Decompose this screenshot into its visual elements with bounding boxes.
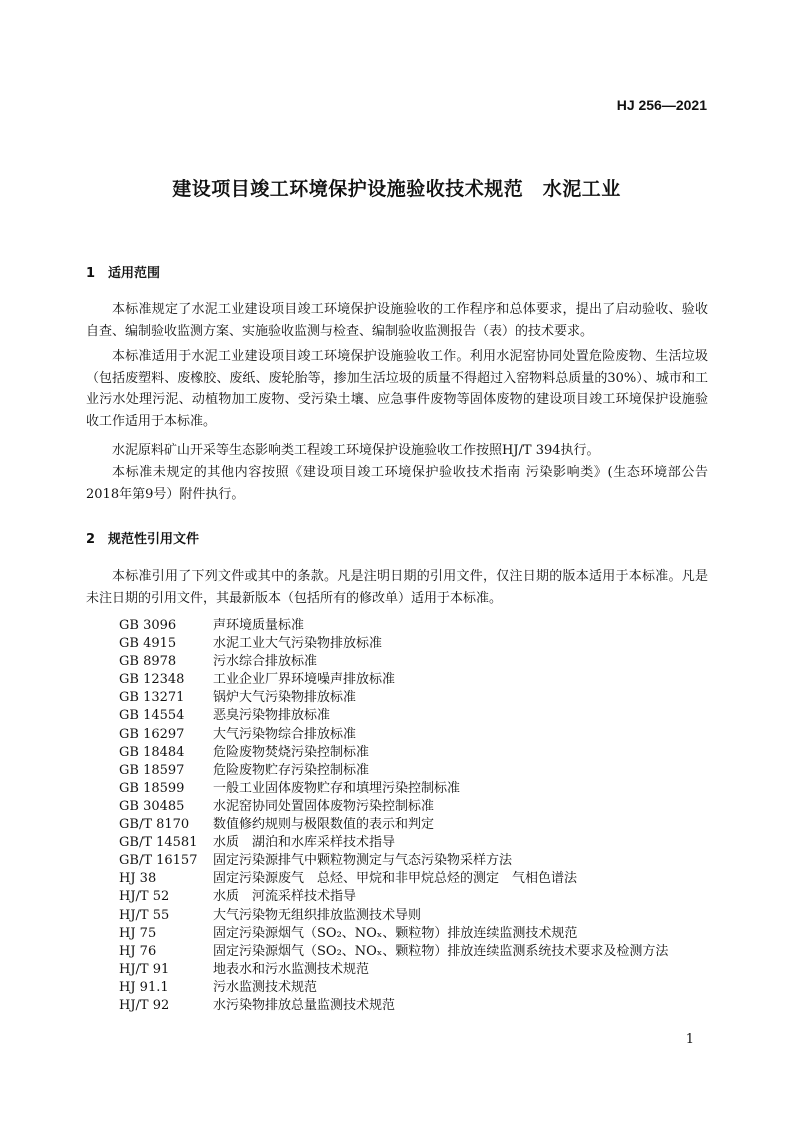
page-number: 1	[685, 1032, 694, 1047]
reference-code: GB 3096	[119, 618, 177, 633]
reference-row	[119, 798, 719, 816]
normative-references-list	[119, 617, 719, 1015]
reference-code: HJ 38	[119, 871, 157, 887]
section-title: 适用范围	[108, 266, 161, 281]
section-number: 2	[86, 532, 96, 547]
reference-code: GB 30485	[119, 798, 185, 814]
reference-code: GB 13271	[119, 690, 185, 706]
reference-row	[119, 816, 719, 834]
reference-title: 固定污染源排气中颗粒物测定与气态污染物采样方法	[213, 853, 513, 869]
reference-row	[119, 979, 719, 997]
reference-row	[119, 707, 719, 725]
section-1-paragraph-1: 本标准规定了水泥工业建设项目竣工环境保护设施验收的工作程序和总体要求，提出了启动验收、验收自查、编制验收监测方案、实施验收监测与检查、编制验收监测报告（表）的技术要求。	[86, 302, 708, 339]
section-1-paragraph-4: 本标准未规定的其他内容按照《建设项目竣工环境保护验收技术指南 污染影响类》(生态环境部公告 2018年第9号）附件执行。	[86, 465, 708, 502]
reference-code: HJ 75	[119, 925, 157, 941]
reference-title: 固定污染源烟气（SO₂、NOₓ、颗粒物）排放连续监测系统技术要求及检测方法	[213, 943, 669, 959]
reference-title: 大气污染物无组织排放监测技术导则	[213, 907, 422, 923]
reference-code: GB/T 14581	[119, 835, 198, 851]
reference-code: HJ/T 55	[119, 907, 170, 923]
reference-code: GB 18599	[119, 780, 185, 796]
reference-code: GB 12348	[119, 672, 185, 688]
reference-row	[119, 744, 719, 762]
reference-title: 地表水和污水监测技术规范	[213, 961, 370, 977]
reference-row	[119, 780, 719, 798]
reference-title: 水泥工业大气污染物排放标准	[213, 636, 383, 652]
reference-title: 污水监测技术规范	[213, 979, 318, 995]
reference-title: 固定污染源烟气（SO₂、NOₓ、颗粒物）排放连续监测技术规范	[213, 925, 578, 941]
reference-row	[119, 635, 719, 653]
reference-code: GB/T 8170	[119, 817, 190, 833]
reference-title: 固定污染源废气 总烃、甲烷和非甲烷总烃的测定 气相色谱法	[213, 871, 578, 887]
reference-title: 工业企业厂界环境噪声排放标准	[213, 672, 396, 688]
reference-title: 声环境质量标准	[213, 618, 305, 633]
reference-code: GB 18597	[119, 762, 185, 778]
reference-code: HJ 76	[119, 943, 157, 959]
reference-title: 锅炉大气污染物排放标准	[213, 690, 357, 706]
reference-title: 水泥窑协同处置固体废物污染控制标准	[213, 798, 435, 814]
reference-code: GB 18484	[119, 744, 185, 760]
reference-row	[119, 997, 719, 1015]
reference-row	[119, 888, 719, 906]
reference-title: 一般工业固体废物贮存和填埋污染控制标准	[213, 780, 461, 796]
reference-row	[119, 870, 719, 888]
reference-title: 恶臭污染物排放标准	[213, 708, 331, 724]
section-1-paragraph-3: 水泥原料矿山开采等生态影响类工程竣工环境保护设施验收工作按照HJ/T 394执行。	[112, 443, 600, 458]
section-1-heading	[86, 262, 160, 281]
reference-code: GB 16297	[119, 726, 185, 742]
reference-row	[119, 834, 719, 852]
reference-row	[119, 925, 719, 943]
reference-title: 水污染物排放总量监测技术规范	[213, 997, 396, 1013]
reference-title: 污水综合排放标准	[213, 654, 318, 670]
reference-row	[119, 907, 719, 925]
reference-row	[119, 617, 719, 635]
reference-title: 数值修约规则与极限数值的表示和判定	[213, 817, 435, 833]
section-2-paragraph-1: 本标准引用了下列文件或其中的条款。凡是注明日期的引用文件，仅注日期的版本适用于本标准。凡是未注日期的引用文件，其最新版本（包括所有的修改单）适用于本标准。	[86, 569, 708, 606]
reference-title: 水质 湖泊和水库采样技术指导	[213, 835, 396, 851]
reference-row	[119, 671, 719, 689]
reference-title: 危险废物焚烧污染控制标准	[213, 744, 370, 760]
reference-title: 水质 河流采样技术指导	[213, 889, 357, 905]
reference-row	[119, 726, 719, 744]
reference-code: GB 4915	[119, 636, 177, 652]
section-title: 规范性引用文件	[108, 532, 200, 547]
reference-code: HJ 91.1	[119, 979, 169, 995]
reference-title: 危险废物贮存污染控制标准	[213, 762, 370, 778]
reference-row	[119, 762, 719, 780]
reference-code: GB 8978	[119, 654, 177, 670]
document-title: 建设项目竣工环境保护设施验收技术规范 水泥工业	[172, 178, 621, 200]
section-number: 1	[86, 266, 96, 281]
reference-row	[119, 689, 719, 707]
reference-code: GB 14554	[119, 708, 185, 724]
reference-code: HJ/T 92	[119, 997, 170, 1013]
reference-code: HJ/T 91	[119, 961, 170, 977]
reference-title: 大气污染物综合排放标准	[213, 726, 357, 742]
section-1-paragraph-2: 本标准适用于水泥工业建设项目竣工环境保护设施验收工作。利用水泥窑协同处置危险废物、生活垃圾（包括废塑料、废橡胶、废纸、废轮胎等，掺加生活垃圾的质量不得超过入窑物料总质量的30%）、城市和工业污水处理污泥、动植物加工废物、受污染土壤、应急事件废物等固体废物的建设项目竣工环境保护设施验收工作适用于本标准。	[86, 349, 708, 429]
section-2-heading	[86, 528, 199, 547]
standard-number: HJ 256—2021	[616, 97, 707, 113]
reference-code: HJ/T 52	[119, 889, 170, 905]
reference-code: GB/T 16157	[119, 853, 198, 869]
reference-row	[119, 961, 719, 979]
reference-row	[119, 653, 719, 671]
reference-row	[119, 852, 719, 870]
reference-row	[119, 943, 719, 961]
